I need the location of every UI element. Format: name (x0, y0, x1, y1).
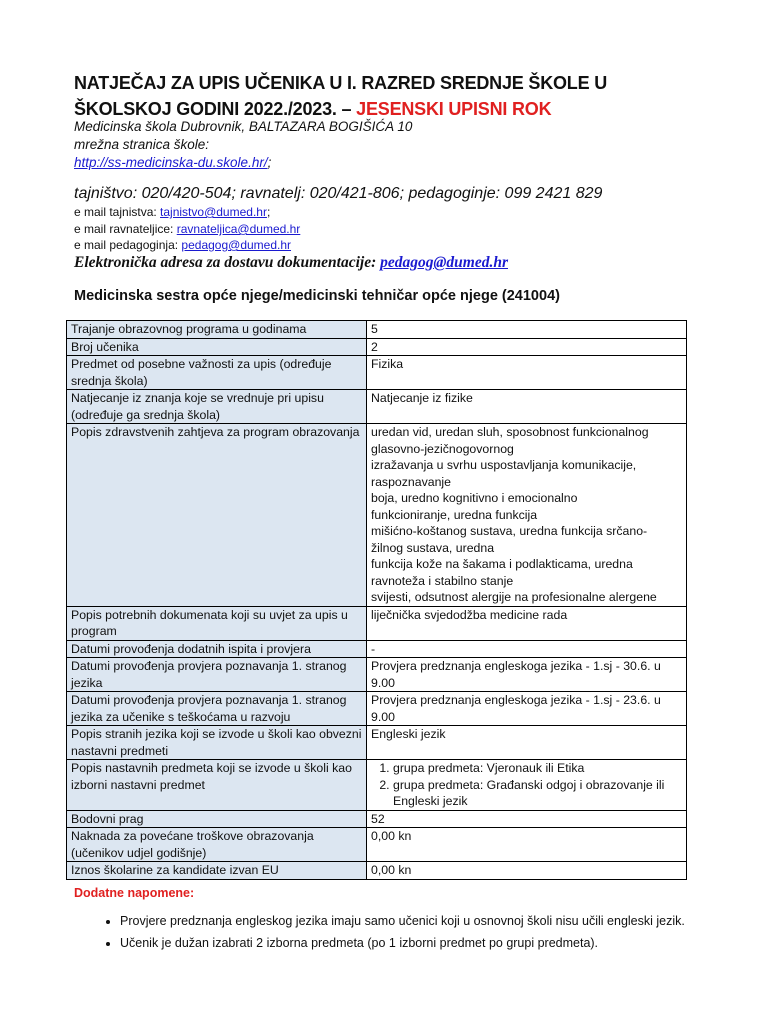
row-value-text: 0,00 kn (371, 863, 412, 877)
table-row (67, 692, 687, 726)
page-title: NATJEČAJ ZA UPIS UČENIKA U I. RAZRED SREDNJE ŠKOLE U ŠKOLSKOJ GODINI 2022./2023. – JESENSKI UPISNI ROK (74, 73, 607, 119)
row-value (367, 760, 687, 811)
table-row (67, 658, 687, 692)
row-value (367, 321, 687, 339)
web-link[interactable]: http://ss-medicinska-du.skole.hr/ (74, 155, 268, 170)
row-value (367, 862, 687, 880)
row-value-text: 52 (371, 811, 385, 826)
table-row (67, 606, 687, 640)
table-row (67, 828, 687, 862)
row-label: Popis stranih jezika koji se izvode u školi kao obvezni nastavni predmeti (67, 726, 367, 760)
row-value-text: 2 (371, 339, 378, 354)
title-highlight: JESENSKI UPISNI ROK (356, 99, 552, 119)
row-value (367, 606, 687, 640)
table-row (67, 424, 687, 607)
school-name: Medicinska škola Dubrovnik, BALTAZARA BOGIŠIĆA 10 (74, 119, 413, 134)
row-label: Natjecanje iz znanja koje se vrednuje pri upisu (određuje ga srednja škola) (67, 390, 367, 424)
row-value-text: Provjera predznanja engleskoga jezika - 1.sj - 23.6. u 9.00 (371, 693, 661, 724)
value-list-item: 2. grupa predmeta: Građanski odgoj i obrazovanje ili Engleski jezik (393, 777, 682, 810)
row-label: Datumi provođenja dodatnih ispita i provjera (67, 640, 367, 658)
row-value (367, 390, 687, 424)
row-value-text: Fizika (371, 357, 404, 371)
row-value-text: 0,00 kn (371, 829, 412, 843)
row-label: Trajanje obrazovnog programa u godinama (67, 321, 367, 339)
row-value (367, 338, 687, 356)
note-item: • Učenik je dužan izabrati 2 izborna predmeta (po 1 izborni predmet po grupi predmeta). (120, 932, 685, 954)
value-line: funkcioniranje, uredna funkcija (371, 507, 538, 522)
program-table (66, 320, 687, 880)
row-label: Predmet od posebne važnosti za upis (određuje srednja škola) (67, 356, 367, 390)
value-line: raspoznavanje (371, 474, 451, 489)
email-link[interactable]: ravnateljica@dumed.hr (176, 222, 301, 236)
table-row (67, 640, 687, 658)
row-value (367, 726, 687, 760)
doc-email-link[interactable]: pedagog@dumed.hr (380, 254, 508, 271)
row-label: Bodovni prag (67, 810, 367, 828)
email-line: e mail tajnistva: tajnistvo@dumed.hr; (74, 205, 271, 219)
row-label: Popis zdravstvenih zahtjeva za program obrazovanja (67, 424, 367, 607)
table-row (67, 760, 687, 811)
row-value-text: Engleski jezik (371, 727, 446, 741)
table-row (67, 726, 687, 760)
doc-address: Elektronička adresa za dostavu dokumentacije: pedagog@dumed.hr (74, 254, 508, 271)
row-value (367, 356, 687, 390)
program-title: Medicinska sestra opće njege/medicinski tehničar opće njege (241004) (74, 288, 560, 304)
value-line: mišićno-koštanog sustava, uredna funkcija srčano- (371, 524, 648, 538)
value-line: uredan vid, uredan sluh, sposobnost funkcionalnog (371, 425, 649, 439)
row-label: Popis potrebnih dokumenata koji su uvjet za upis u program (67, 606, 367, 640)
value-line: glasovno-jezičnogovornog (371, 441, 514, 456)
row-label: Popis nastavnih predmeta koji se izvode u školi kao izborni nastavni predmet (67, 760, 367, 811)
row-label: Datumi provođenja provjera poznavanja 1. stranog jezika (67, 658, 367, 692)
notes-list (76, 910, 685, 954)
row-value-text: - (371, 641, 376, 656)
phones: tajništvo: 020/420-504; ravnatelj: 020/421-806; pedagoginje: 099 2421 829 (74, 185, 603, 202)
row-value (367, 692, 687, 726)
table-row (67, 321, 687, 339)
web-label: mrežna stranica škole: (74, 137, 210, 152)
note-item: • Provjere predznanja engleskog jezika imaju samo učenici koji u osnovnoj školi nisu učili engleski jezik. (120, 910, 685, 932)
row-label: Naknada za povećane troškove obrazovanja (učenikov udjel godišnje) (67, 828, 367, 862)
row-value (367, 658, 687, 692)
email-link[interactable]: tajnistvo@dumed.hr (160, 205, 267, 219)
table-row (67, 810, 687, 828)
value-line: žilnog sustava, uredna (371, 540, 495, 555)
email-link[interactable]: pedagog@dumed.hr (181, 238, 292, 252)
row-label: Iznos školarine za kandidate izvan EU (67, 862, 367, 880)
table-row (67, 390, 687, 424)
row-value-text: liječnička svjedodžba medicine rada (371, 607, 568, 622)
table-row (67, 862, 687, 880)
table-row (67, 338, 687, 356)
value-line: funkcija kože na šakama i podlakticama, uredna (371, 557, 633, 571)
row-value (367, 810, 687, 828)
row-value-text: Natjecanje iz fizike (371, 391, 473, 405)
table-row (67, 356, 687, 390)
email-line: e mail pedagoginja: pedagog@dumed.hr (74, 238, 292, 252)
row-value (367, 424, 687, 607)
value-list-item: 1. grupa predmeta: Vjeronauk ili Etika (393, 760, 682, 777)
row-value (367, 828, 687, 862)
row-label: Broj učenika (67, 338, 367, 356)
value-line: boja, uredno kognitivno i emocionalno (371, 491, 578, 505)
value-line: svijesti, odsutnost alergije na profesionalne alergene (371, 590, 657, 604)
notes-heading: Dodatne napomene: (74, 886, 195, 900)
row-label: Datumi provođenja provjera poznavanja 1. stranog jezika za učenike s teškoćama u razvoju (67, 692, 367, 726)
value-line: izražavanja u svrhu uspostavljanja komunikacije, (371, 458, 637, 472)
row-value-text: 5 (371, 322, 378, 336)
row-value (367, 640, 687, 658)
value-line: ravnoteža i stabilno stanje (371, 573, 514, 588)
row-value-text: Provjera predznanja engleskoga jezika - 1.sj - 30.6. u 9.00 (371, 659, 661, 690)
email-line: e mail ravnateljice: ravnateljica@dumed.hr (74, 222, 301, 236)
